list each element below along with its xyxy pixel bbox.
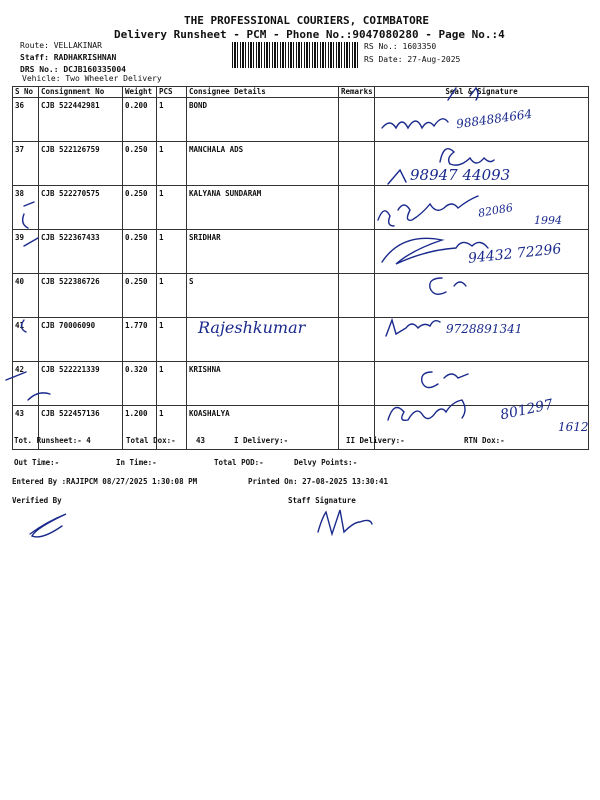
cell-consignee: S [187,274,339,318]
cell-signature [375,362,589,406]
col-signature: Seal & Signature [375,87,589,98]
total-dox-label: Total Dox:- [126,436,176,445]
printed-on: Printed On: 27-08-2025 13:30:41 [248,477,388,486]
handwritten-phone: 98947 44093 [410,166,511,184]
col-consignment: Consignment No [39,87,123,98]
col-weight: Weight [123,87,157,98]
ii-delivery: II Delivery:- [346,436,405,445]
handwritten-number: 801297 [498,396,555,424]
cell-pcs: 1 [157,318,187,362]
handwritten-number: 82086 [477,201,514,220]
cell-weight: 1.200 [123,406,157,450]
handwritten-phone: 9884884664 [455,106,533,132]
cell-weight: 0.320 [123,362,157,406]
cell-sno: 42 [13,362,39,406]
total-pod: Total POD:- [214,458,264,467]
cell-consignment: CJB 522126759 [39,142,123,186]
cell-weight: 1.770 [123,318,157,362]
rs-date: RS Date: 27-Aug-2025 [364,55,461,64]
staff-signature-label: Staff Signature [288,496,356,505]
cell-sno: 41 [13,318,39,362]
cell-consignee: KALYANA SUNDARAM [187,186,339,230]
cell-remarks [339,274,375,318]
cell-remarks [339,142,375,186]
barcode-image [232,42,358,68]
cell-consignment: CJB 70006090 [39,318,123,362]
company-name: THE PROFESSIONAL COURIERS, COIMBATORE [184,14,430,27]
cell-pcs: 1 [157,406,187,450]
cell-consignee: SRIDHAR [187,230,339,274]
cell-weight: 0.250 [123,186,157,230]
cell-remarks [339,98,375,142]
handwritten-phone: 9728891341 [446,322,523,336]
runsheet-table [12,86,589,450]
cell-consignment: CJB 522442981 [39,98,123,142]
out-time: Out Time:- [14,458,60,467]
cell-sno: 37 [13,142,39,186]
runsheet-title: Delivery Runsheet - PCM - Phone No.:9047080280 - Page No.:4 [114,28,505,41]
delvy-points: Delvy Points:- [294,458,358,467]
cell-consignment: CJB 522457136 [39,406,123,450]
cell-consignee: KOASHALYA [187,406,339,450]
cell-consignee: KRISHNA [187,362,339,406]
cell-pcs: 1 [157,142,187,186]
total-dox-value: 43 [196,436,206,445]
staff-signature-scribble [318,510,372,534]
cell-pcs: 1 [157,98,187,142]
tot-runsheet: Tot. Runsheet:- 4 [14,436,91,445]
cell-pcs: 1 [157,274,187,318]
cell-remarks [339,230,375,274]
vehicle-label: Vehicle: Two Wheeler Delivery [22,74,162,83]
verified-by-label: Verified By [12,496,62,505]
cell-pcs: 1 [157,230,187,274]
staff-label: Staff: RADHAKRISHNAN [20,53,117,62]
cell-consignee: MANCHALA ADS [187,142,339,186]
entered-by: Entered By :RAJIPCM 08/27/2025 1:30:08 PM [12,477,198,486]
cell-consignment: CJB 522270575 [39,186,123,230]
i-delivery: I Delivery:- [234,436,289,445]
cell-consignment: CJB 522386726 [39,274,123,318]
cell-remarks [339,186,375,230]
cell-sno: 43 [13,406,39,450]
cell-remarks [339,362,375,406]
col-consignee: Consignee Details [187,87,339,98]
cell-sno: 40 [13,274,39,318]
cell-pcs: 1 [157,362,187,406]
handwritten-name: Rajeshkumar [198,318,306,337]
cell-sno: 38 [13,186,39,230]
rtn-dox: RTN Dox:- [464,436,505,445]
table-row [13,362,589,406]
cell-weight: 0.250 [123,142,157,186]
col-remarks: Remarks [339,87,375,98]
cell-weight: 0.250 [123,274,157,318]
handwritten-phone: 94432 72296 [467,241,563,267]
col-sno: S No [13,87,39,98]
cell-remarks [339,318,375,362]
rs-no: RS No.: 1603350 [364,42,437,51]
cell-consignee: BOND [187,98,339,142]
table-header-row [13,87,589,98]
col-pcs: PCS [157,87,187,98]
route-label: Route: VELLAKINAR [20,41,102,50]
cell-signature [375,274,589,318]
cell-sno: 39 [13,230,39,274]
cell-consignment: CJB 522367433 [39,230,123,274]
cell-consignment: CJB 522221339 [39,362,123,406]
verified-signature [30,514,66,537]
cell-sno: 36 [13,98,39,142]
drs-label: DRS No.: DCJB160335004 [20,65,126,74]
handwritten-number: 1994 [534,214,562,227]
handwritten-number: 1612 [558,420,589,434]
in-time: In Time:- [116,458,157,467]
cell-weight: 0.200 [123,98,157,142]
cell-pcs: 1 [157,186,187,230]
table-row [13,274,589,318]
cell-weight: 0.250 [123,230,157,274]
